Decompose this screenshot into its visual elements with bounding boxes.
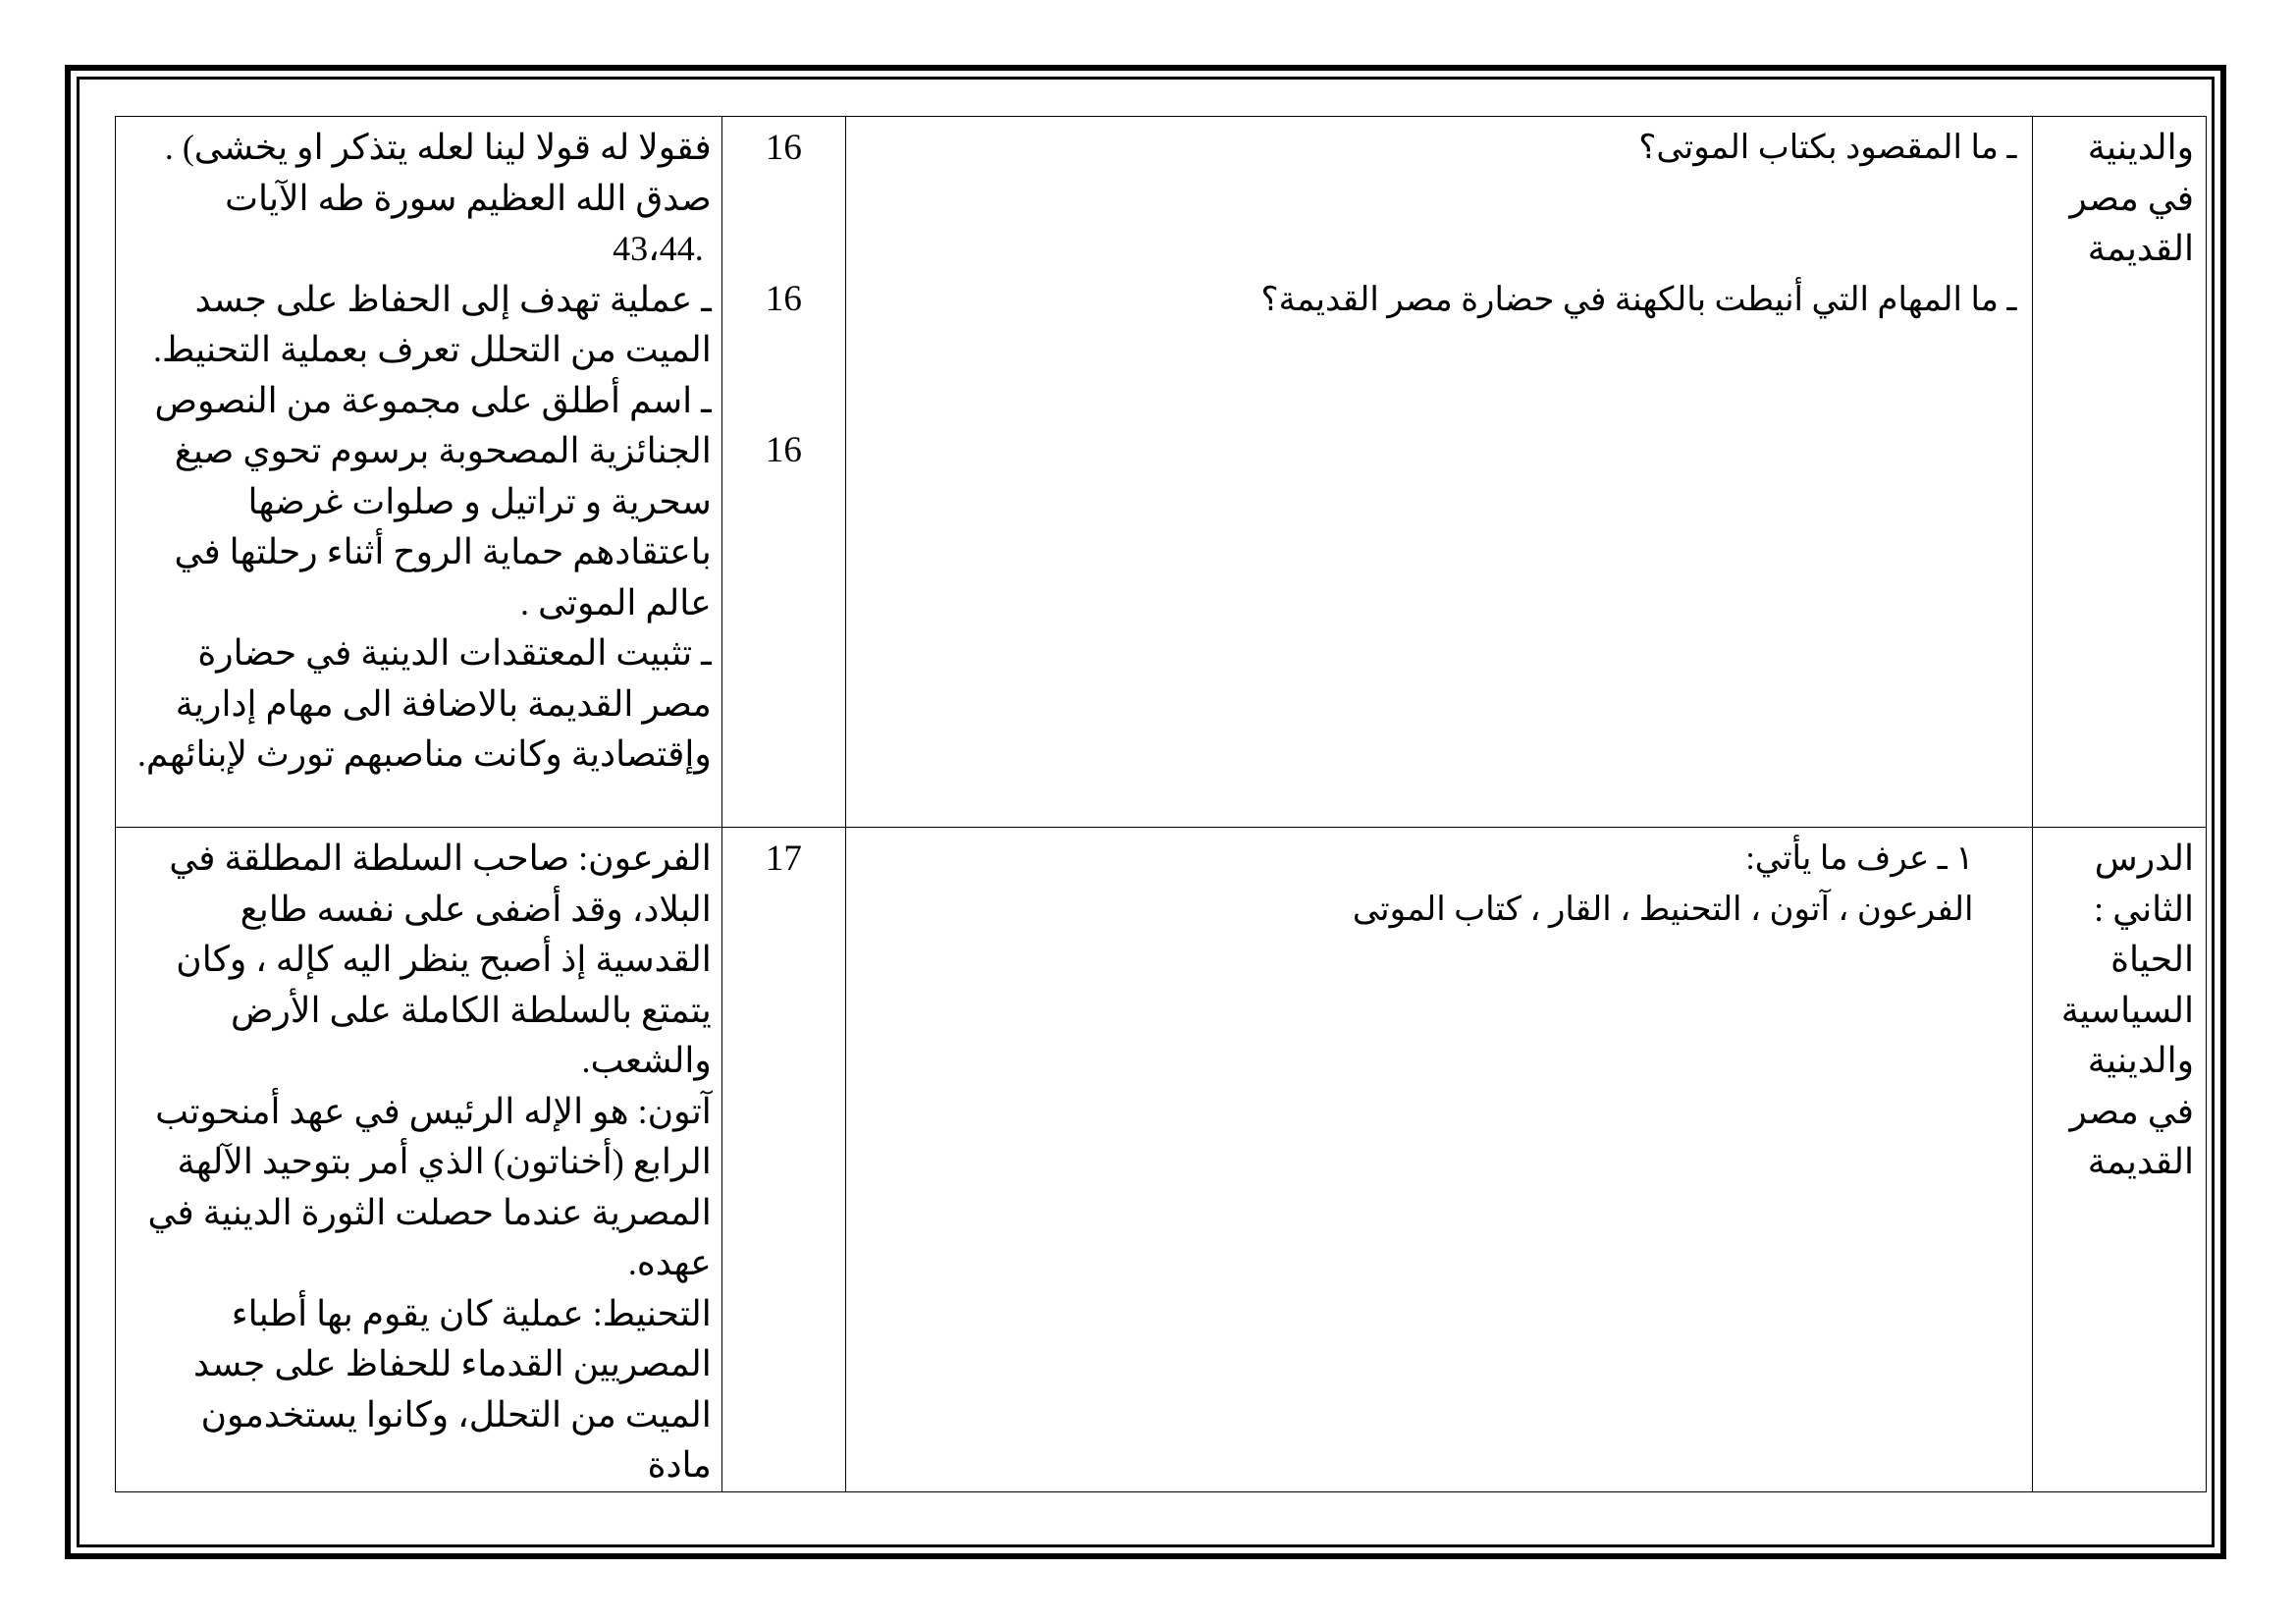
page-number: 16 — [765, 430, 802, 470]
question-text: ١ ـ عرف ما يأتي: — [1745, 840, 1974, 877]
question-cell — [846, 828, 2033, 1492]
question-text: الفرعون ، آتون ، التحنيط ، القار ، كتاب الموتى — [1352, 891, 1974, 928]
question-text: ـ ما المهام التي أنيطت بالكهنة في حضارة مصر القديمة؟ — [1260, 281, 2017, 318]
question-text: ـ ما المقصود بكتاب الموتى؟ — [1638, 130, 2017, 166]
lesson-title-cell: والدينية في مصر القديمة — [2033, 117, 2207, 828]
answer-text: ـ تثبيت المعتقدات الدينية في حضارة مصر القديمة بالاضافة الى مهام إدارية وإقتصادية وكانت مناصبهم تورث لإبنائهم. — [136, 633, 712, 774]
answer-text: آتون: هو الإله الرئيس في عهد أمنحوتب الرابع (أخناتون) الذي أمر بتوحيد الآلهة المصرية عندما حصلت الثورة الدينية في عهده. — [147, 1091, 712, 1282]
page-number: 16 — [765, 128, 802, 168]
page-number-cell — [721, 828, 845, 1492]
answer-text: فقولا له قولا لينا لعله يتذكر او يخشى) . — [164, 128, 712, 167]
question-cell — [846, 117, 2033, 828]
answer-text: ـ اسم أطلق على مجموعة من النصوص الجنائزية المصحوبة برسوم تحوي صيغ سحرية و تراتيل و صلوات غرضها باعتقادهم حماية الروح أثناء رحلتها في عالم الموتى . — [154, 380, 712, 623]
answer-text: التحنيط: عملية كان يقوم بها أطباء المصريين القدماء للحفاظ على جسد الميت من التحلل، وكانوا يستخدمون مادة — [193, 1293, 712, 1485]
lesson-table — [115, 116, 2207, 1492]
answer-cell — [116, 828, 722, 1492]
page-number-cell — [721, 117, 845, 828]
page-number: 17 — [765, 839, 802, 879]
page-number: 16 — [765, 279, 802, 319]
answer-text: 43،44. — [613, 229, 704, 268]
lesson-title-cell: الدرس الثاني : الحياة السياسية والدينية في مصر القديمة — [2033, 828, 2207, 1492]
table-row — [116, 117, 2207, 828]
answer-cell — [116, 117, 722, 828]
answer-text: الفرعون: صاحب السلطة المطلقة في البلاد، وقد أضفى على نفسه طابع القدسية إذ أصبح ينظر اليه كإله ، وكان يتمتع بالسلطة الكاملة على الأرض والشعب. — [169, 839, 712, 1080]
table-row — [116, 828, 2207, 1492]
answer-text: ـ عملية تهدف إلى الحفاظ على جسد الميت من التحلل تعرف بعملية التحنيط. — [152, 279, 712, 369]
answer-text: صدق الله العظيم سورة طه الآيات — [225, 178, 712, 218]
